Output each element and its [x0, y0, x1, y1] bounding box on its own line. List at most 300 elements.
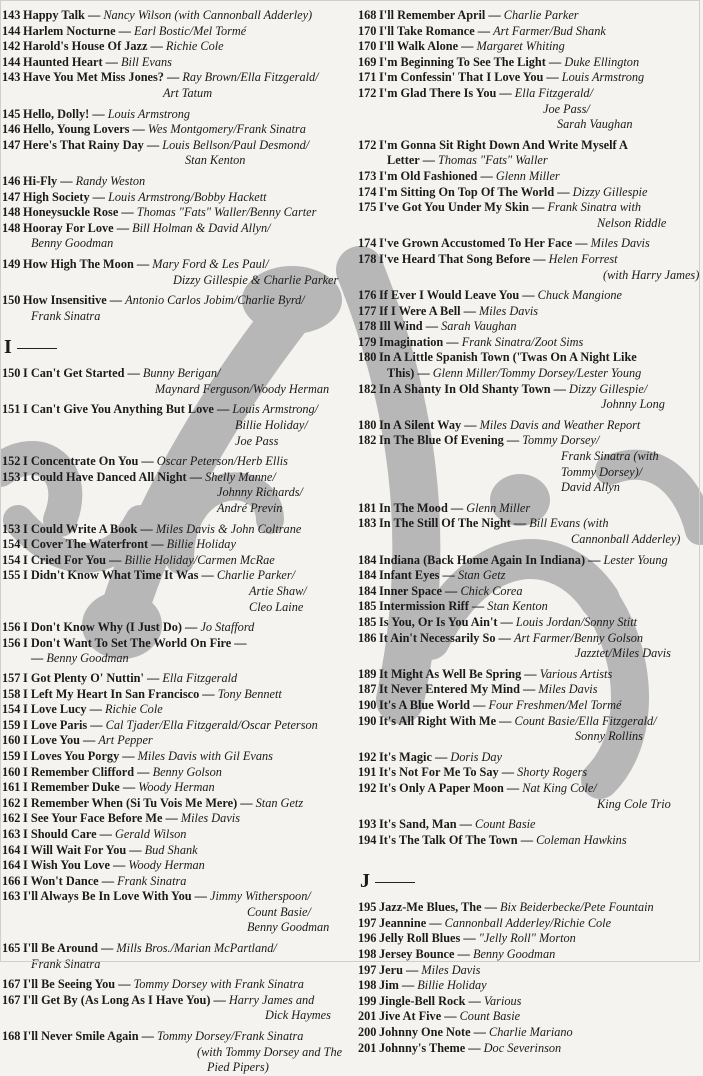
artist-name: Benny Golson	[152, 764, 222, 779]
artist-name: Charlie Parker	[503, 8, 579, 22]
entry-text	[379, 55, 703, 71]
artist-name: Louis Armstrong/Bobby Hackett	[108, 189, 267, 204]
artist-name: Helen Forrest	[548, 251, 618, 266]
page-number: 159	[2, 717, 21, 732]
page-number: 162	[2, 811, 21, 826]
dash: —	[89, 189, 109, 204]
entry-line	[2, 796, 347, 812]
song-title: Hello, Dolly!	[23, 106, 90, 121]
dash: —	[210, 992, 229, 1007]
page-number: 178	[358, 319, 377, 334]
dash: —	[422, 319, 442, 334]
index-entry	[358, 994, 703, 1010]
entry-text	[379, 24, 703, 40]
dash: —	[163, 70, 183, 85]
song-title: I'll Take Romance	[379, 23, 475, 38]
dash: —	[84, 8, 104, 22]
page-number: 190	[358, 697, 377, 712]
entry-line	[2, 434, 347, 450]
dash: —	[126, 842, 145, 857]
dash: —	[485, 8, 504, 22]
entry-text	[379, 615, 703, 631]
artist-name: Louis Jordan/Sonny Stitt	[515, 614, 638, 629]
song-title: I'm Confessin' That I Love You	[379, 70, 544, 85]
artist-name: Mary Ford & Les Paul/	[152, 256, 269, 271]
index-entry	[358, 200, 703, 231]
page-number: 173	[358, 168, 377, 183]
entry-line	[358, 568, 703, 584]
artist-name: Ray Brown/Ella Fitzgerald/	[182, 70, 319, 85]
artist-name: Jo Stafford	[200, 620, 255, 635]
entry-text	[379, 963, 703, 979]
entry-text	[23, 702, 347, 718]
index-entry	[358, 516, 703, 547]
dash: —	[138, 1029, 158, 1044]
entry-text	[379, 833, 703, 849]
entry-text	[23, 568, 347, 584]
entry-line	[358, 449, 703, 465]
song-title: Johnny One Note	[379, 1025, 471, 1040]
entry-text	[23, 107, 347, 123]
artist-name: Woody Herman	[138, 780, 215, 795]
entry-line	[358, 24, 703, 40]
entry-text	[379, 366, 703, 382]
entry-text	[379, 599, 703, 615]
song-title: It's A Blue World	[379, 697, 471, 712]
song-title: Honeysuckle Rose	[23, 205, 119, 220]
song-title: I Remember When (Si Tu Vois Me Mere)	[23, 795, 238, 810]
artist-name: Dizzy Gillespie	[572, 184, 648, 199]
artist-name: Ella Fitzgerald	[162, 670, 238, 685]
song-title: I Cried For You	[23, 552, 107, 567]
artist-name: Frank Sinatra (with	[561, 449, 659, 464]
page-number: 166	[2, 873, 21, 888]
entry-line	[358, 138, 703, 154]
song-title: I Should Care	[23, 826, 97, 841]
entry-line	[2, 309, 347, 325]
dash: —	[124, 366, 143, 381]
song-title: I've Got You Under My Skin	[379, 200, 529, 215]
entry-line	[358, 39, 703, 55]
index-entry	[2, 293, 347, 324]
index-entry	[2, 138, 347, 169]
index-entry	[358, 978, 703, 994]
artist-name: (with Harry James)	[603, 267, 700, 282]
page-number: 179	[358, 334, 377, 349]
page-number: 145	[2, 106, 21, 121]
artist-name: Benny Goodman	[31, 236, 114, 251]
song-title: I'll Walk Alone	[379, 39, 459, 54]
dash: —	[474, 23, 494, 38]
page-number: 182	[358, 433, 377, 448]
page-number: 185	[358, 599, 377, 614]
entry-line	[2, 153, 347, 169]
dash: —	[198, 568, 217, 583]
entry-line	[2, 1008, 347, 1024]
entry-line	[2, 977, 347, 993]
entry-text	[379, 667, 703, 683]
artist-name: Charlie Parker/	[216, 568, 296, 583]
entry-line	[358, 599, 703, 615]
entry-text	[23, 1008, 347, 1024]
dash: —	[138, 454, 157, 469]
page-number: 154	[2, 552, 21, 567]
index-entry	[2, 470, 347, 517]
page-number: 152	[2, 454, 21, 469]
artist-name: Glenn Miller	[495, 168, 560, 183]
page-number: 158	[2, 686, 21, 701]
index-entry	[358, 667, 703, 683]
artist-name: Johnny Long	[601, 397, 665, 412]
entry-text	[379, 646, 703, 662]
song-title: Harlem Nocturne	[23, 23, 116, 38]
dash: —	[186, 469, 206, 484]
entry-text	[379, 931, 703, 947]
entry-text	[379, 319, 703, 335]
entry-text	[379, 698, 703, 714]
dash: —	[398, 978, 418, 993]
artist-name: Four Freshmen/Mel Tormé	[488, 697, 622, 712]
entry-line	[358, 397, 703, 413]
artist-name: Frank Sinatra with	[547, 200, 642, 215]
entry-line	[2, 765, 347, 781]
index-entry	[2, 221, 347, 252]
index-entry	[2, 702, 347, 718]
index-entry	[358, 24, 703, 40]
entry-line	[2, 418, 347, 434]
artist-name: Dick Haymes	[265, 1008, 331, 1023]
page-number: 168	[2, 1029, 21, 1044]
artist-name: Randy Weston	[75, 173, 146, 188]
entry-text	[23, 636, 347, 652]
index-entry	[358, 335, 703, 351]
song-title: Jeannine	[379, 915, 427, 930]
index-entry	[2, 553, 347, 569]
page-number: 171	[358, 70, 377, 85]
dash: —	[503, 780, 523, 795]
entry-line	[358, 516, 703, 532]
entry-line	[358, 200, 703, 216]
page-number: 165	[2, 941, 21, 956]
entry-line	[358, 797, 703, 813]
dash: —	[447, 500, 467, 515]
dash: —	[543, 70, 562, 85]
entry-text	[23, 501, 347, 517]
index-entry	[2, 122, 347, 138]
song-title: I Love You	[23, 733, 80, 748]
entry-line	[358, 236, 703, 252]
song-title: Hi-Fly	[23, 173, 58, 188]
page-number: 170	[358, 39, 377, 54]
entry-text	[379, 568, 703, 584]
entry-text	[23, 765, 347, 781]
index-entry	[2, 107, 347, 123]
index-entry	[358, 169, 703, 185]
index-entry	[358, 185, 703, 201]
page-number: 189	[358, 666, 377, 681]
artist-name: Cannonball Adderley/Richie Cole	[444, 915, 612, 930]
entry-text	[23, 39, 347, 55]
song-title: Is You, Or Is You Ain't	[379, 614, 498, 629]
entry-line	[2, 858, 347, 874]
index-entry	[358, 70, 703, 86]
entry-text	[23, 454, 347, 470]
entry-text	[23, 874, 347, 890]
page-number: 180	[358, 417, 377, 432]
entry-line	[358, 833, 703, 849]
dash: —	[213, 402, 233, 417]
index-entry	[2, 8, 347, 24]
entry-line	[2, 1029, 347, 1045]
page-number: 144	[2, 23, 21, 38]
page-number: 147	[2, 137, 21, 152]
dash: —	[119, 780, 139, 795]
entry-line	[358, 646, 703, 662]
page-number: 201	[358, 1009, 377, 1024]
song-title: Happy Talk	[23, 8, 85, 22]
index-entry	[2, 874, 347, 890]
entry-text	[379, 501, 703, 517]
index-entry	[358, 631, 703, 662]
dash: —	[477, 168, 496, 183]
entry-text	[23, 236, 347, 252]
entry-text	[379, 797, 703, 813]
song-title: I Cover The Waterfront	[23, 537, 149, 552]
entry-text	[23, 485, 347, 501]
entry-line	[2, 485, 347, 501]
page-number: 184	[358, 568, 377, 583]
song-title: Here's That Rainy Day	[23, 137, 144, 152]
index-entry	[358, 682, 703, 698]
entry-text	[23, 205, 347, 221]
index-entry	[2, 55, 347, 71]
artist-name: Oscar Peterson/Herb Ellis	[156, 454, 288, 469]
index-entry	[358, 319, 703, 335]
dash: —	[98, 873, 118, 888]
page-number: 170	[358, 23, 377, 38]
song-title: I'm Gonna Sit Right Down And Write Myself A	[379, 137, 628, 152]
entry-text	[379, 397, 703, 413]
artist-name: Nat King Cole/	[522, 780, 597, 795]
dash: —	[460, 303, 479, 318]
entry-text	[379, 750, 703, 766]
song-title: It's The Talk Of The Town	[379, 832, 518, 847]
song-title: Jersey Bounce	[379, 947, 455, 962]
artist-name: Miles Davis & John Coltrane	[155, 521, 302, 536]
page-number: 164	[2, 858, 21, 873]
index-entry	[358, 418, 703, 434]
song-title: I Love Lucy	[23, 702, 87, 717]
dash: —	[86, 702, 105, 717]
entry-text	[23, 537, 347, 553]
entry-line	[358, 682, 703, 698]
artist-name: Louis Armstrong/	[232, 402, 319, 417]
entry-text	[379, 433, 703, 449]
artist-name: Thomas "Fats" Waller	[438, 153, 548, 168]
artist-name: Artie Shaw/	[249, 584, 307, 598]
page-number: 156	[2, 635, 21, 650]
page-number: 198	[358, 947, 377, 962]
entry-text	[23, 153, 347, 169]
artist-name: Benny Goodman	[247, 920, 330, 935]
artist-name: Miles Davis and Weather Report	[479, 417, 641, 432]
index-entry	[2, 941, 347, 972]
entry-line	[2, 402, 347, 418]
entry-text	[23, 24, 347, 40]
song-title: In The Blue Of Evening	[379, 433, 504, 448]
index-entry	[358, 714, 703, 745]
song-title: It's All Right With Me	[379, 713, 497, 728]
song-title: In A Shanty In Old Shanty Town	[379, 381, 551, 396]
index-entry	[358, 1025, 703, 1041]
artist-name: Sarah Vaughan	[441, 319, 517, 334]
entry-text	[379, 781, 703, 797]
page-number: 150	[2, 293, 21, 308]
entry-text	[23, 1060, 347, 1076]
artist-name: Frank Sinatra	[31, 956, 101, 971]
entry-text	[379, 765, 703, 781]
index-entry	[2, 620, 347, 636]
song-title: I Left My Heart In San Francisco	[23, 686, 200, 701]
artist-name: Various	[483, 993, 522, 1008]
song-title: I'll Be Around	[23, 941, 98, 956]
entry-text	[23, 780, 347, 796]
page-number: 169	[358, 54, 377, 69]
index-entry	[2, 765, 347, 781]
index-entry	[2, 190, 347, 206]
song-title: I've Heard That Song Before	[379, 251, 531, 266]
artist-name: Billie Holiday	[166, 537, 236, 552]
entry-text	[379, 584, 703, 600]
page-number: 197	[358, 915, 377, 930]
entry-line	[2, 620, 347, 636]
artist-name: Count Basie	[475, 817, 536, 832]
page-number: 186	[358, 630, 377, 645]
entry-text	[379, 117, 703, 133]
artist-name: Tony Bennett	[217, 686, 282, 701]
index-entry	[358, 350, 703, 381]
artist-name: Miles Davis	[590, 236, 650, 251]
entry-text	[379, 138, 703, 154]
dash: —	[503, 433, 523, 448]
entry-line	[2, 174, 347, 190]
dash: —	[554, 184, 573, 199]
song-title: It's Not For Me To Say	[379, 765, 499, 780]
dash: —	[441, 1009, 460, 1024]
dash: —	[96, 826, 116, 841]
artist-name: Tommy Dorsey/Frank Sinatra	[157, 1029, 304, 1044]
page-number: 168	[358, 8, 377, 22]
dash: —	[87, 717, 106, 732]
entry-text	[379, 288, 703, 304]
song-title: I Won't Dance	[23, 873, 99, 888]
song-title: If I Were A Bell	[379, 303, 461, 318]
dash: —	[57, 173, 76, 188]
entry-text	[379, 8, 703, 24]
dash: —	[115, 23, 134, 38]
dash: —	[519, 288, 538, 303]
index-entry	[358, 236, 703, 252]
index-entry	[358, 288, 703, 304]
page-number: 192	[358, 749, 377, 764]
artist-name: Art Farmer/Bud Shank	[493, 23, 606, 38]
entry-line	[358, 698, 703, 714]
entry-text	[23, 366, 347, 382]
index-entry	[2, 522, 347, 538]
artist-name: Woody Herman	[128, 858, 205, 873]
song-title: Jeru	[379, 962, 403, 977]
entry-line	[358, 252, 703, 268]
page-number: 142	[2, 39, 21, 54]
artist-name: Bill Evans	[121, 54, 172, 69]
dash: —	[402, 962, 422, 977]
index-entry	[358, 599, 703, 615]
entry-text	[23, 402, 347, 418]
dash: —	[237, 795, 256, 810]
page-number: 163	[2, 889, 21, 904]
entry-line	[358, 1041, 703, 1057]
page-number: 200	[358, 1025, 377, 1040]
index-entry	[2, 39, 347, 55]
entry-line	[358, 153, 703, 169]
artist-name: Mills Bros./Marian McPartland/	[116, 941, 277, 956]
artist-name: Harry James and	[228, 992, 315, 1007]
artist-name: Count Basie	[459, 1009, 521, 1024]
entry-text	[379, 1041, 703, 1057]
entry-line	[358, 1025, 703, 1041]
entry-text	[23, 190, 347, 206]
page-number: 175	[358, 200, 377, 215]
entry-line	[358, 418, 703, 434]
index-entry	[358, 39, 703, 55]
dash: —	[414, 366, 433, 381]
page-number: 143	[2, 8, 21, 22]
entry-line	[2, 190, 347, 206]
dash: —	[89, 106, 108, 121]
entry-text	[379, 900, 703, 916]
song-title: I'm Glad There Is You	[379, 85, 497, 100]
dash: —	[134, 764, 153, 779]
page-number: 164	[2, 842, 21, 857]
dash: —	[496, 713, 515, 728]
page-number: 182	[358, 381, 377, 396]
entry-text	[379, 817, 703, 833]
index-entry	[358, 750, 703, 766]
entry-line	[2, 920, 347, 936]
song-title: It Might As Well Be Spring	[379, 666, 522, 681]
index-column-right	[358, 8, 703, 1056]
page-number: 149	[2, 256, 21, 271]
dash: —	[572, 236, 591, 251]
page-number: 148	[2, 220, 21, 235]
entry-line	[358, 900, 703, 916]
entry-text	[379, 1025, 703, 1041]
entry-line	[358, 216, 703, 232]
artist-name: Count Basie/	[247, 904, 311, 919]
entry-text	[23, 749, 347, 765]
page-number: 146	[2, 173, 21, 188]
page-number: 157	[2, 670, 21, 685]
artist-name: Bunny Berigan/	[142, 366, 221, 381]
dash: —	[106, 552, 125, 567]
artist-name: Louis Bellson/Paul Desmond/	[162, 137, 310, 152]
index-entry	[2, 70, 347, 101]
page-number: 184	[358, 552, 377, 567]
dash: —	[115, 977, 134, 992]
index-entry	[2, 568, 347, 615]
dash: —	[79, 733, 99, 748]
index-entry	[2, 858, 347, 874]
